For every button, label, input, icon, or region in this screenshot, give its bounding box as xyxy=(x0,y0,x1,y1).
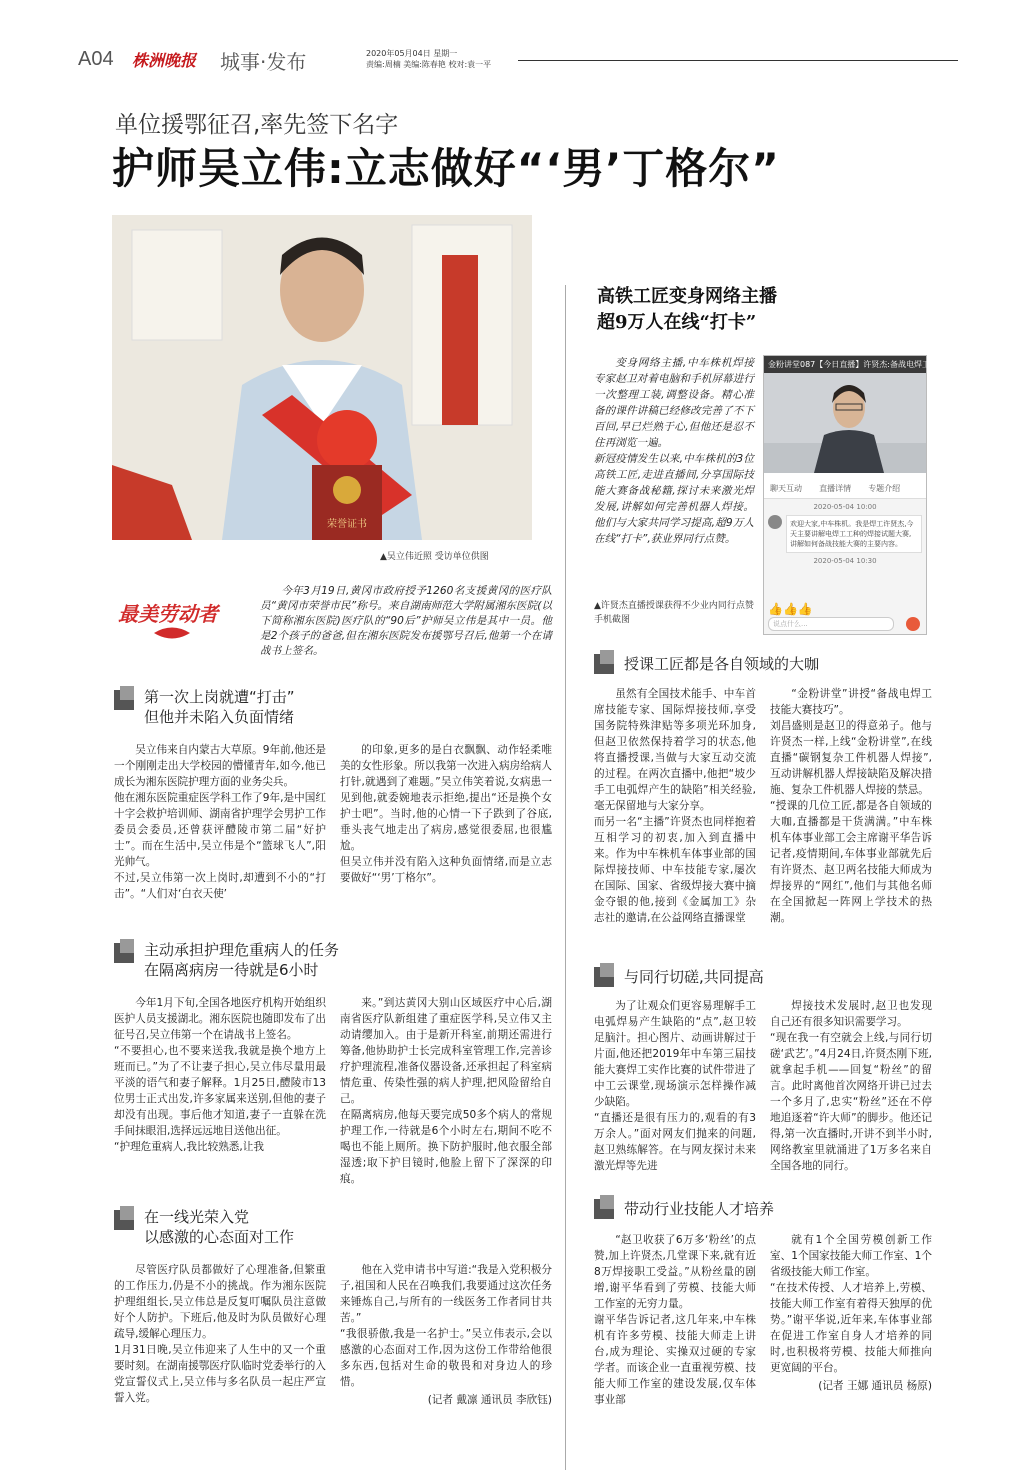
article1-s1-col-a: 吴立伟来自内蒙古大草原。9年前,他还是一个刚刚走出大学校园的懵懂青年,如今,他已成长为湘东医院护理方面的业务尖兵。 他在湘东医院重症医学科工作了9年,是中国红十字会救护培训师、湖南省护理学会男护工作委员会委员,还曾获评醴陵市第二届“好护士”。而在生活中,吴立伟是个“篮球飞人”,阳光帅气。 不过,吴立伟第一次上岗时,却遭到不小的“打击”。“人们对‘白衣天使’ xyxy=(114,744,326,900)
page-number: A04 xyxy=(78,48,114,70)
send-icon[interactable] xyxy=(906,617,920,631)
certificate-label: 荣誉证书 xyxy=(327,519,367,530)
stream-title-bar: 金粉讲堂087【今日直播】许贤杰:备战电焊工技... xyxy=(764,356,926,373)
avatar xyxy=(768,515,782,529)
issue-date: 2020年05月04日 星期一 xyxy=(366,49,458,58)
article2-headline-line-1: 高铁工匠变身网络主播 xyxy=(597,286,777,307)
section-title: 城事·发布 xyxy=(220,50,307,74)
tab-chat[interactable]: 聊天互动 xyxy=(770,484,802,493)
tab-topic[interactable]: 专题介绍 xyxy=(868,484,901,493)
chat-time-2: 2020-05-04 10:30 xyxy=(813,557,877,565)
nurse-photo xyxy=(112,215,532,540)
subhead-line-1: 授课工匠都是各自领域的大咖 xyxy=(624,655,820,673)
article2-byline: (记者 王娜 通讯员 杨原) xyxy=(818,1380,932,1392)
issue-editors: 责编:周楠 美编:陈春艳 校对:袁一平 xyxy=(366,60,492,69)
article2-headline-line-2: 超9万人在线“打卡” xyxy=(597,312,757,333)
article2-subhead-3 xyxy=(594,1197,934,1223)
tab-details[interactable]: 直播详情 xyxy=(819,484,852,493)
chat-message xyxy=(764,515,926,553)
livestream-screenshot xyxy=(763,355,946,635)
article1-headline: 护师吴立伟:立志做好“‘男’丁格尔” xyxy=(112,144,780,193)
article2-s3-col-b: 就有1个全国劳模创新工作室、1个国家技能大师工作室、1个省级技能大师工作室。 “在技术传授、人才培养上,劳模、技能大师工作室有着得天独厚的优势。”谢平华说,近年来,车体事业部在促进工作室自身人才培养的同时,也积极将劳模、技能大师推向更宽阔的平台。 (记者 王娜 通讯员 杨原) xyxy=(770,1234,932,1392)
subhead-box-icon xyxy=(600,963,614,977)
article1-s2-col-a: 今年1月下旬,全国各地医疗机构开始组织医护人员支援湖北。湘东医院也随即发布了出征号召,吴立伟第一个在请战书上签名。 “不要担心,也不要来送我,我就是换个地方上班而已。”为了不让妻子担心,吴立伟尽量用最平淡的语气和妻子解释。1月25日,醴陵市13位男士正式出发,许多家属来送别,但他的妻子却没有出现。事后他才知道,妻子一直躲在洗手间抹眼泪,选择远远地目送他出征。 “护理危重病人,我比较熟悉,让我 xyxy=(114,997,326,1153)
like-icon[interactable]: 👍👍👍 xyxy=(768,602,813,616)
stream-video xyxy=(764,373,926,473)
article2-s1-col-a: 虽然有全国技术能手、中车首席技能专家、国际焊接技师,享受国务院特殊津贴等多项光环加身,但赵卫依然保持着学习的状态,他将直播授课,当做与大家互动交流的过程。在两次直播中,他把“坡少手工电弧焊产生的缺陷”相关经验,毫无保留地与大家分享。 而另一名“主播”许贤杰也同样抱着互相学习的初衷,加入到直播中来。作为中车株机车体事业部的国际焊接技师、中车技能专家,屡次在国际、国家、省级焊接大赛中摘金夺银的他,接到《金属加工》杂志社的邀请,在公益网络直播课堂 xyxy=(594,688,756,924)
badge-decoration-icon xyxy=(152,624,192,642)
photo-caption: ▲吴立伟近照 受访单位供图 xyxy=(380,552,489,562)
chat-time-1: 2020-05-04 10:00 xyxy=(813,503,877,511)
article2-s1-col-b: “金粉讲堂”讲授“备战电焊工技能大赛技巧”。 刘昌盛则是赵卫的得意弟子。他与许贤杰一样,上线“金粉讲堂”,在线直播“碳钢复杂工件机器人焊接”,互动讲解机器人焊接缺陷及解决措施、复杂工件机器人焊接的禁忌。 “授课的几位工匠,都是各自领域的大咖,直播都是干货满满。”中车株机车体事业部工会主席谢平华告诉记者,疫情期间,车体事业部就先后有许贤杰、赵卫两名技能大师成为焊接界的“网红”,他们与其他名师在全国掀起一阵网上学技术的热潮。 xyxy=(770,688,932,924)
subhead-line-2: 以感激的心态面对工作 xyxy=(144,1228,295,1246)
subhead-box-icon xyxy=(120,686,134,700)
article1-s1-col-b: 的印象,更多的是白衣飘飘、动作轻柔唯美的女性形象。所以我第一次进入病房给病人打针,就遇到了难题。”吴立伟笑着说,女病患一见到他,就委婉地表示拒绝,提出“还是换个女护士吧”。当时,他的心情一下子跌到了谷底,垂头丧气地走出了病房,感觉很委屈,也很尴尬。 但吴立伟并没有陷入这种负面情绪,而是立志要做好“‘男’丁格尔”。 xyxy=(340,744,552,884)
article1-subhead-3 xyxy=(114,1208,554,1252)
subhead-box-icon xyxy=(600,1195,614,1209)
model-worker-badge xyxy=(118,598,218,627)
article2-lead: 变身网络主播,中车株机焊接专家赵卫对着电脑和手机屏幕进行一次整理工装,调整设备。精心准备的课件讲稿已经修改完善了不下百回,早已烂熟于心,但他还是忍不住再浏览一遍。 新冠疫情发生以来,中车株机的3位高铁工匠,走进直播间,分享国际技能大赛备战秘籍,探讨未来激光焊发展,讲解如何完善机器人焊接。他们与大家共同学习提高,超9万人在线“打卡”,获业界同行点赞。 xyxy=(594,357,754,545)
badge-label: 最美劳动者 xyxy=(118,602,218,626)
screenshot-caption: ▲许贤杰直播授课获得不少业内同行点赞 手机截图 xyxy=(594,601,754,625)
chat-bubble: 欢迎大家,中车株机。我是焊工许贤杰,今天主要讲解电焊工工种的焊接试题大赛,讲解如何备战技能大赛的主要内容。 xyxy=(786,515,922,553)
subhead-line-2: 但他并未陷入负面情绪 xyxy=(144,708,295,726)
article2-s3-col-a: “赵卫收获了6万多‘粉丝’的点赞,加上许贤杰,几堂课下来,就有近8万焊接职工受益。”从粉丝量的剧增,谢平华看到了劳模、技能大师工作室的无穷力量。 谢平华告诉记者,这几年来,中车株机有许多劳模、技能大师走上讲台,成为理论、实操双过硬的专家学者。而该企业一直重视劳模、技能大师工作室的建设发展,仅车体事业部 xyxy=(594,1234,756,1406)
masthead-rule xyxy=(518,60,958,61)
article1-s3-col-b: 他在入党申请书中写道:“我是入党积极分子,祖国和人民在召唤我们,我要通过这次任务来锤炼自己,与所有的一线医务工作者同甘共苦。” “我很骄傲,我是一名护士。”吴立伟表示,会以感激的心态面对工作,因为这份工作带给他很多东西,包括对生命的敬畏和对身边人的珍惜。 (记者 戴凛 通讯员 李欣钰) xyxy=(340,1264,552,1406)
column-divider xyxy=(565,285,566,1470)
newspaper-logo: 株洲晚报 xyxy=(132,51,197,70)
subhead-line-1: 带动行业技能人才培养 xyxy=(624,1200,775,1218)
article1-s2-col-b: 来。”到达黄冈大别山区域医疗中心后,湖南省医疗队新组建了重症医学科,吴立伟又主动请缨加入。由于是新开科室,前期还需进行筹备,他协助护士长完成科室管理工作,完善诊疗护理流程,准备仪器设备,还承担起了科室病情危重、传染性强的病人护理,把风险留给自己。 在隔离病房,他每天要完成50多个病人的常规护理工作,一待就是6个小时左右,期间不吃不喝也不能上厕所。换下防护服时,他衣服全部湿透;取下护目镜时,他脸上留下了深深的印痕。 xyxy=(340,997,552,1185)
subhead-line-2: 在隔离病房一待就是6小时 xyxy=(144,961,319,979)
article1-kicker: 单位援鄂征召,率先签下名字 xyxy=(115,112,399,138)
article1-subhead-1 xyxy=(114,688,554,732)
issue-meta xyxy=(366,48,491,70)
subhead-line-1: 主动承担护理危重病人的任务 xyxy=(144,941,340,959)
stream-tabs xyxy=(764,473,926,499)
subhead-line-1: 与同行切磋,共同提高 xyxy=(624,968,764,986)
article1-byline: (记者 戴凛 通讯员 李欣钰) xyxy=(427,1394,552,1406)
article2-subhead-1 xyxy=(594,652,934,678)
subhead-line-1: 在一线光荣入党 xyxy=(144,1208,250,1226)
article2-s2-col-b: 焊接技术发展时,赵卫也发现自己还有很多知识需要学习。 “现在我一有空就会上线,与同行切磋‘武艺’。”4月24日,许贤杰刚下班,就拿起手机——回复“粉丝”的留言。此时离他首次网络开讲已过去一个多月了,忠实“粉丝”还在不停地追逐着“许大师”的脚步。他还记得,第一次直播时,开讲不到半小时,网络教室里就涌进了1万多名来自全国各地的同行。 xyxy=(770,1000,932,1172)
article1-subhead-2 xyxy=(114,941,554,985)
subhead-line-1: 第一次上岗就遭“打击” xyxy=(144,688,295,706)
article2-subhead-2 xyxy=(594,965,934,991)
article2-s2-col-a: 为了让观众们更容易理解手工电弧焊易产生缺陷的“点”,赵卫较足脑汁。担心图片、动画讲解过于片面,他还把2019年中车第三届技能大赛焊工实作比赛的试件带进了中工云课堂,现场演示怎样操作减少缺陷。 “直播还是很有压力的,观看的有3万余人。”面对网友们抛来的问题,赵卫熟练解答。在与网友探讨未来激光焊等先进 xyxy=(594,1000,756,1172)
subhead-box-icon xyxy=(120,939,134,953)
article1-intro: 今年3月19日,黄冈市政府授予1260名支援黄冈的医疗队员“黄冈市荣誉市民”称号。来自湖南师范大学附属湘东医院(以下简称湘东医院)医疗队的“90后”护师吴立伟是其中一员。他是2个孩子的爸爸,但在湘东医院发布援鄂号召后,他第一个在请战书上签名。 xyxy=(260,585,552,657)
article2-headline xyxy=(597,284,777,336)
article1-s3-col-a: 尽管医疗队员都做好了心理准备,但繁重的工作压力,仍是不小的挑战。作为湘东医院护理组组长,吴立伟总是反复叮嘱队员注意做好个人防护。下班后,他及时为队员做好心理疏导,缓解心理压力。 1月31日晚,吴立伟迎来了人生中的又一个重要时刻。在湖南援鄂医疗队临时党委举行的入党宣誓仪式上,吴立伟与多名队员一起庄严宣誓入党。 xyxy=(114,1264,326,1404)
subhead-box-icon xyxy=(600,650,614,664)
chat-input[interactable]: 说点什么... xyxy=(768,617,894,631)
subhead-box-icon xyxy=(120,1206,134,1220)
